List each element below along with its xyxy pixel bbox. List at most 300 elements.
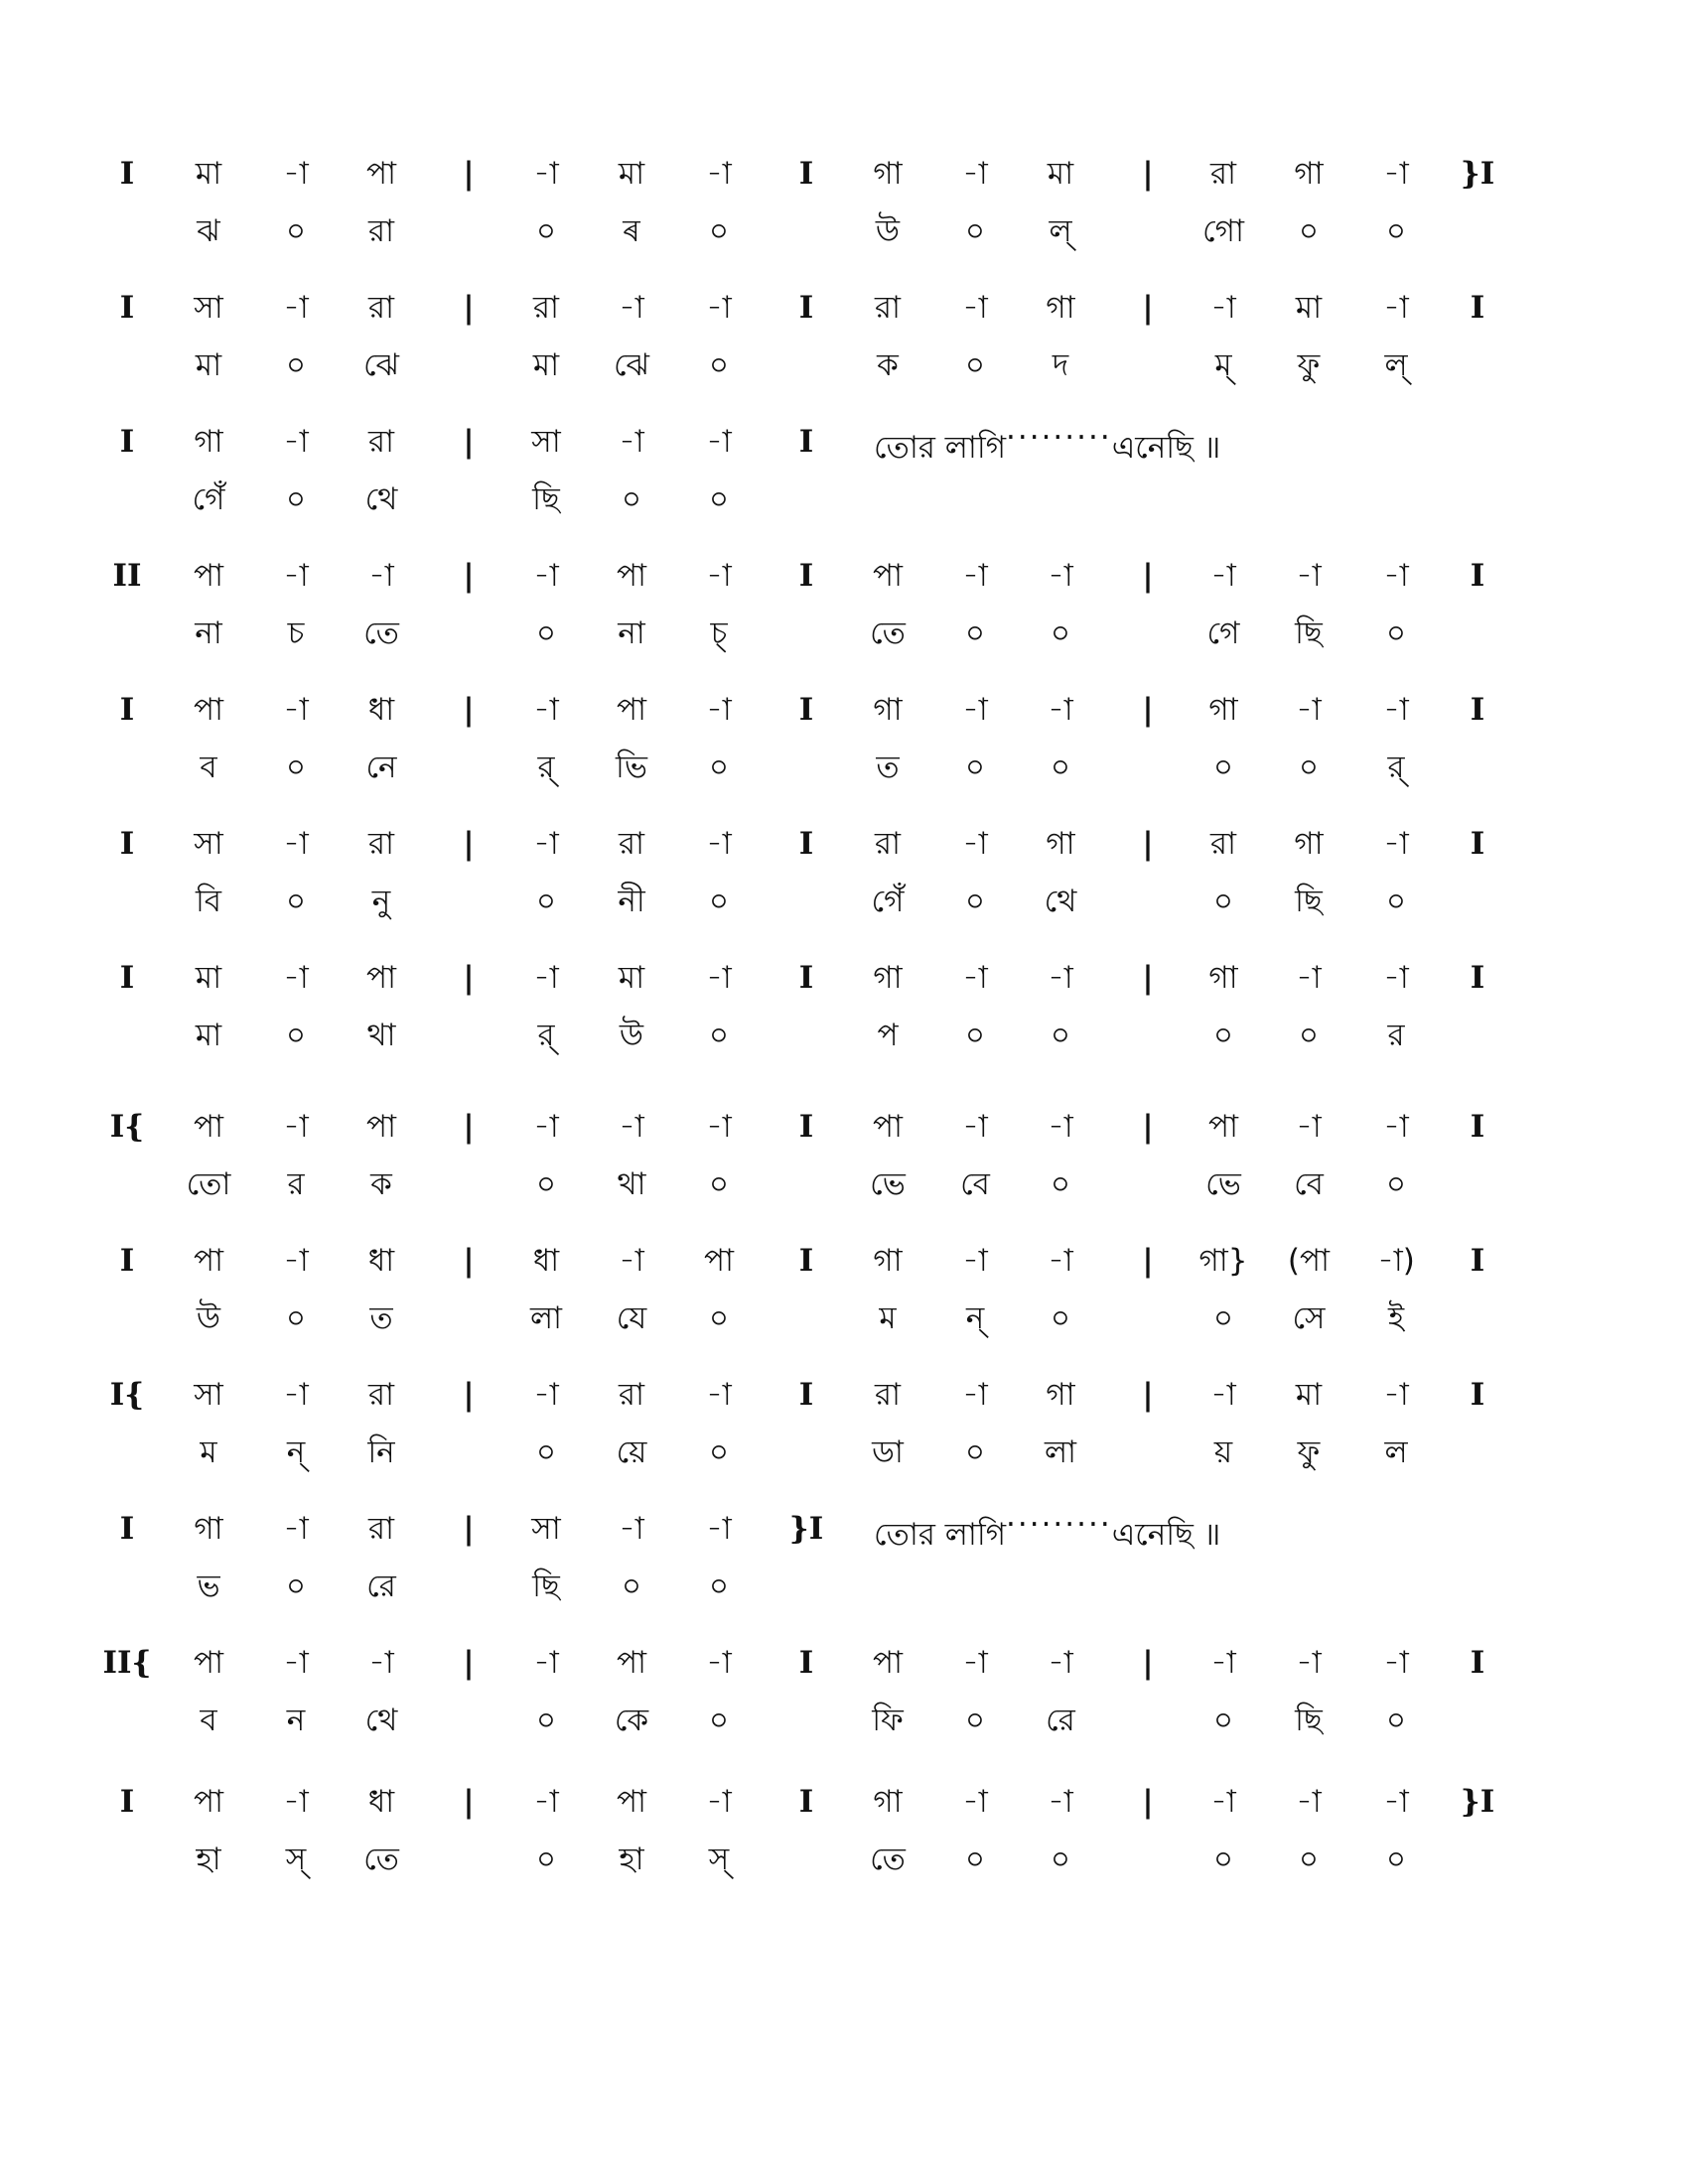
lyric-syllable: র	[287, 1166, 305, 1202]
lyric-syllable: মা	[195, 1018, 222, 1053]
swara-note: -া	[1383, 826, 1409, 862]
lyric-syllable: ০	[1212, 884, 1234, 919]
swara-note: ধা	[367, 1243, 395, 1279]
swara-note: -া	[962, 960, 988, 996]
lyric-syllable: ভি	[616, 750, 647, 785]
lyric-syllable: ০	[708, 1434, 730, 1470]
refrain-cue	[874, 420, 1221, 473]
bar-line: |	[463, 1511, 475, 1547]
swara-note: -া	[1048, 558, 1073, 594]
swara-row	[119, 819, 1539, 869]
lyric-syllable: ০	[1050, 1300, 1071, 1336]
swara-note: -া	[706, 826, 732, 862]
lyric-row	[149, 475, 1539, 524]
lyric-syllable: থা	[617, 1166, 646, 1202]
swara-note: -া	[283, 156, 309, 192]
lyric-syllable: ০	[621, 481, 642, 517]
notation-system	[119, 1236, 1539, 1355]
bar-line: II	[112, 558, 142, 594]
swara-note: রা	[874, 1377, 902, 1413]
lyric-syllable: র	[1387, 1018, 1405, 1053]
lyric-syllable: ছি	[1295, 1703, 1323, 1738]
lyric-syllable: থে	[364, 1703, 398, 1738]
swara-note: -া	[1383, 1784, 1409, 1820]
bar-line: I	[1470, 1109, 1485, 1145]
swara-note: -া	[1296, 1109, 1322, 1145]
lyric-syllable: নু	[371, 884, 391, 919]
lyric-syllable: ০	[1385, 1703, 1407, 1738]
bar-line: I	[119, 1784, 135, 1820]
lyric-syllable: ০	[285, 213, 307, 249]
notation-system	[112, 551, 1539, 670]
swara-row	[119, 685, 1539, 735]
bar-line: |	[463, 1784, 475, 1820]
swara-note: মা	[1295, 1377, 1323, 1413]
lyric-syllable: ০	[285, 884, 307, 919]
bar-line: I	[1470, 1645, 1485, 1681]
lyric-syllable: ০	[535, 1166, 557, 1202]
swara-note: -া	[1048, 1645, 1073, 1681]
notation-system	[119, 417, 1539, 536]
bar-line: I	[119, 424, 135, 460]
lyric-syllable: রে	[1046, 1703, 1075, 1738]
swara-note: ধা	[367, 692, 395, 728]
lyric-syllable: ০	[1385, 213, 1407, 249]
lyric-syllable: ০	[964, 1018, 986, 1053]
bar-line: |	[1142, 558, 1154, 594]
swara-note: সা	[194, 290, 223, 326]
swara-note: -া	[533, 156, 559, 192]
lyric-syllable: হা	[619, 1842, 644, 1877]
swara-note: মা	[195, 960, 222, 996]
notation-system	[109, 1102, 1539, 1221]
lyric-syllable: না	[618, 615, 645, 651]
swara-note: পা	[193, 1109, 224, 1145]
lyric-syllable: ০	[1298, 213, 1320, 249]
swara-note: পা	[616, 692, 647, 728]
swara-note: -া	[962, 826, 988, 862]
refrain-start: তোর লাগি	[874, 1517, 1007, 1553]
swara-row	[102, 1638, 1539, 1688]
lyric-syllable: ল্	[1049, 213, 1072, 249]
swara-note: -া	[962, 1243, 988, 1279]
lyric-syllable: ০	[708, 1166, 730, 1202]
lyric-row	[149, 609, 1539, 658]
lyric-syllable: ভ	[197, 1569, 220, 1604]
swara-note: -া	[619, 290, 644, 326]
swara-note: পা	[872, 558, 904, 594]
bar-line: |	[1142, 960, 1154, 996]
lyric-syllable: র্	[537, 1018, 555, 1053]
swara-note: মা	[618, 156, 645, 192]
lyric-row	[149, 206, 1539, 256]
swara-note: -া	[1210, 558, 1236, 594]
swara-note: রা	[874, 290, 902, 326]
swara-note: গা	[873, 692, 903, 728]
lyric-syllable: রে	[366, 1569, 396, 1604]
swara-note: -া	[619, 424, 644, 460]
lyric-syllable: নি	[367, 1434, 395, 1470]
lyric-syllable: ০	[1050, 615, 1071, 651]
swara-note: পা	[703, 1243, 735, 1279]
swara-note: মা	[195, 156, 222, 192]
bar-line: |	[1142, 1645, 1154, 1681]
bar-line: I	[1470, 692, 1485, 728]
lyric-syllable: ভে	[870, 1166, 906, 1202]
bar-line: I	[798, 826, 814, 862]
swara-note: -া	[283, 1109, 309, 1145]
swara-note: -া	[1296, 1645, 1322, 1681]
swara-note: গা	[1046, 290, 1075, 326]
lyric-syllable: ল্	[1384, 347, 1408, 383]
bar-line: I{	[109, 1109, 145, 1145]
bar-line: I	[798, 692, 814, 728]
lyric-syllable: উ	[875, 213, 901, 249]
lyric-row	[149, 1011, 1539, 1060]
swara-note: -া	[1048, 1784, 1073, 1820]
swara-note: মা	[1047, 156, 1074, 192]
bar-line: |	[1142, 826, 1154, 862]
lyric-row	[149, 743, 1539, 792]
lyric-syllable: নে	[365, 750, 397, 785]
lyric-syllable: ০	[1298, 750, 1320, 785]
bar-line: I	[119, 826, 135, 862]
swara-note: -া	[1383, 1109, 1409, 1145]
bar-line: |	[1142, 1377, 1154, 1413]
lyric-syllable: মা	[195, 347, 222, 383]
swara-note: গা	[194, 1511, 223, 1547]
lyric-row	[149, 877, 1539, 926]
lyric-syllable: বি	[195, 884, 222, 919]
bar-line: }I	[1460, 1784, 1495, 1820]
lyric-syllable: ফু	[1297, 347, 1321, 383]
swara-note: পা	[193, 1784, 224, 1820]
bar-line: I	[798, 1377, 814, 1413]
swara-row	[119, 283, 1539, 333]
swara-note: -া	[283, 1377, 309, 1413]
lyric-syllable: ছি	[1295, 884, 1323, 919]
lyric-syllable: ঝ	[197, 213, 220, 249]
lyric-syllable: থা	[366, 1018, 396, 1053]
swara-note: -া	[706, 1109, 732, 1145]
lyric-syllable: ০	[285, 1300, 307, 1336]
lyric-syllable: গে	[1206, 615, 1240, 651]
lyric-syllable: থে	[364, 481, 398, 517]
swara-row	[119, 1504, 1539, 1554]
swara-note: -া	[1210, 290, 1236, 326]
lyric-syllable: ঝে	[362, 347, 400, 383]
swara-note: -া	[1048, 1109, 1073, 1145]
lyric-syllable: গো	[1202, 213, 1244, 249]
lyric-syllable: গেঁ	[871, 884, 905, 919]
lyric-syllable: ফি	[872, 1703, 904, 1738]
swara-note: রা	[618, 1377, 645, 1413]
bar-line: I	[798, 424, 814, 460]
lyric-syllable: ০	[285, 347, 307, 383]
lyric-syllable: ০	[1212, 1842, 1234, 1877]
bar-line: I{	[109, 1377, 145, 1413]
swara-note: -া	[706, 156, 732, 192]
swara-note: -া	[706, 1377, 732, 1413]
lyric-syllable: ০	[708, 1018, 730, 1053]
lyric-syllable: যে	[616, 1300, 647, 1336]
lyric-syllable: ০	[1050, 1018, 1071, 1053]
swara-note: রা	[874, 826, 902, 862]
swara-note: -া	[1296, 1784, 1322, 1820]
swara-note: -া	[1383, 692, 1409, 728]
lyric-syllable: ০	[964, 1842, 986, 1877]
lyric-syllable: ঝে	[613, 347, 650, 383]
swara-row	[119, 1236, 1539, 1286]
lyric-row	[149, 341, 1539, 390]
lyric-syllable: তে	[363, 1842, 399, 1877]
lyric-syllable: ০	[964, 750, 986, 785]
swara-note: -া	[533, 826, 559, 862]
lyric-syllable: না	[195, 615, 222, 651]
lyric-syllable: ০	[535, 1434, 557, 1470]
swara-note: -া	[619, 1109, 644, 1145]
swara-note: -া	[706, 558, 732, 594]
swara-note: পা	[193, 1243, 224, 1279]
lyric-syllable: ০	[1212, 1703, 1234, 1738]
swara-note: -া	[1210, 1784, 1236, 1820]
bar-line: |	[463, 1377, 475, 1413]
swara-note: রা	[367, 826, 395, 862]
bar-line: I	[1470, 1377, 1485, 1413]
swara-row	[119, 1777, 1539, 1827]
swara-note: -া	[283, 1243, 309, 1279]
swara-note: -া	[962, 1784, 988, 1820]
swara-note: রা	[1209, 156, 1237, 192]
swara-note: -া	[533, 1645, 559, 1681]
swara-note: -া	[1210, 1645, 1236, 1681]
bar-line: I	[798, 558, 814, 594]
swara-note: -া	[283, 424, 309, 460]
lyric-syllable: বে	[960, 1166, 990, 1202]
swara-note: ধা	[532, 1243, 560, 1279]
swara-note: -া	[962, 558, 988, 594]
lyric-syllable: ০	[964, 1434, 986, 1470]
bar-line: |	[1142, 1784, 1154, 1820]
swara-note: -া	[1048, 1243, 1073, 1279]
lyric-syllable: ০	[1385, 884, 1407, 919]
lyric-syllable: ০	[285, 481, 307, 517]
lyric-syllable: ০	[285, 1569, 307, 1604]
lyric-syllable: ০	[285, 1018, 307, 1053]
swara-note: পা	[365, 156, 397, 192]
lyric-syllable: ০	[1050, 1166, 1071, 1202]
swara-note: -া	[619, 1243, 644, 1279]
swara-note: -া	[283, 558, 309, 594]
bar-line: I	[798, 960, 814, 996]
swara-note: -া	[962, 290, 988, 326]
lyric-syllable: ন্	[965, 1300, 985, 1336]
swara-note: -া	[283, 1511, 309, 1547]
lyric-syllable: ০	[1385, 1166, 1407, 1202]
swara-note: পা	[616, 1645, 647, 1681]
lyric-syllable: ০	[535, 1842, 557, 1877]
swara-note: পা	[1207, 1109, 1239, 1145]
swara-row	[119, 417, 1539, 467]
swara-note: -া	[706, 290, 732, 326]
bar-line: }I	[1460, 156, 1495, 192]
swara-note: -া	[962, 1109, 988, 1145]
swara-note: পা	[616, 1784, 647, 1820]
swara-note: পা	[365, 1109, 397, 1145]
swara-note: পা	[193, 558, 224, 594]
lyric-syllable: স্	[708, 1842, 730, 1877]
lyric-syllable: ছি	[1295, 615, 1323, 651]
notation-system	[119, 1777, 1539, 1896]
swara-note: -া	[368, 1645, 394, 1681]
notation-system	[119, 283, 1539, 402]
swara-note: পা	[872, 1109, 904, 1145]
lyric-row	[149, 1562, 1539, 1611]
bar-line: I	[1470, 1243, 1485, 1279]
swara-note: গা}	[1198, 1243, 1248, 1279]
lyric-syllable: নী	[618, 884, 645, 919]
lyric-syllable: তে	[363, 615, 399, 651]
lyric-syllable: ০	[964, 213, 986, 249]
swara-note: -া	[1383, 1377, 1409, 1413]
lyric-syllable: ০	[708, 1703, 730, 1738]
notation-system	[102, 1638, 1539, 1757]
lyric-syllable: ছি	[532, 1569, 560, 1604]
swara-note: রা	[532, 290, 560, 326]
lyric-syllable: ব	[200, 1703, 217, 1738]
bar-line: }I	[788, 1511, 824, 1547]
lyric-syllable: ০	[708, 1300, 730, 1336]
swara-note: পা	[193, 1645, 224, 1681]
swara-note: -া	[1048, 960, 1073, 996]
lyric-syllable: ন	[286, 1703, 306, 1738]
swara-note: -া	[706, 692, 732, 728]
lyric-syllable: ০	[535, 884, 557, 919]
swara-note: -া	[706, 1645, 732, 1681]
bar-line: I	[119, 692, 135, 728]
swara-note: গা	[1208, 692, 1238, 728]
refrain-cue	[874, 1507, 1221, 1560]
swara-note: গা	[194, 424, 223, 460]
lyric-syllable: ০	[1298, 1018, 1320, 1053]
swara-note: -া	[283, 1645, 309, 1681]
swara-note: (পা	[1287, 1243, 1331, 1279]
lyric-syllable: র্	[1387, 750, 1405, 785]
lyric-syllable: ০	[535, 615, 557, 651]
lyric-syllable: সে	[1292, 1300, 1326, 1336]
notation-system	[119, 819, 1539, 938]
lyric-syllable: ত	[369, 1300, 393, 1336]
bar-line: I	[1470, 960, 1485, 996]
lyric-syllable: তো	[186, 1166, 231, 1202]
swara-row	[119, 149, 1539, 199]
lyric-syllable: ০	[535, 1703, 557, 1738]
bar-line: |	[1142, 290, 1154, 326]
lyric-syllable: ম	[879, 1300, 897, 1336]
swara-note: -া	[533, 558, 559, 594]
bar-line: I	[119, 290, 135, 326]
swara-note: -া	[706, 424, 732, 460]
swara-note: রা	[367, 1511, 395, 1547]
swara-note: গা	[873, 156, 903, 192]
lyric-syllable: ফু	[1297, 1434, 1321, 1470]
lyric-syllable: ক	[877, 347, 899, 383]
lyric-syllable: ০	[1050, 750, 1071, 785]
lyric-syllable: রা	[367, 213, 395, 249]
bar-line: I	[798, 1645, 814, 1681]
bar-line: I	[1470, 826, 1485, 862]
bar-line: |	[463, 692, 475, 728]
lyric-syllable: বে	[1294, 1166, 1324, 1202]
notation-system	[119, 1504, 1539, 1623]
lyric-syllable: ০	[1212, 1300, 1234, 1336]
lyric-row	[149, 1294, 1539, 1343]
swara-note: সা	[531, 424, 561, 460]
lyric-syllable: ০	[1212, 1018, 1234, 1053]
swara-note: -া	[962, 156, 988, 192]
lyric-syllable: য়	[1213, 1434, 1233, 1470]
lyric-syllable: চ	[287, 615, 305, 651]
swara-note: গা	[1208, 960, 1238, 996]
lyric-syllable: হা	[196, 1842, 221, 1877]
refrain-dots: ·········	[1006, 420, 1112, 456]
bar-line: |	[1142, 1109, 1154, 1145]
swara-note: -া	[533, 692, 559, 728]
swara-row	[109, 1370, 1539, 1420]
lyric-syllable: ০	[964, 1703, 986, 1738]
lyric-syllable: ০	[964, 347, 986, 383]
swara-note: -া	[533, 1784, 559, 1820]
lyric-syllable: ০	[1298, 1842, 1320, 1877]
lyric-syllable: ক	[370, 1166, 392, 1202]
lyric-syllable: ডা	[872, 1434, 904, 1470]
lyric-syllable: ০	[708, 750, 730, 785]
swara-note: -া	[283, 960, 309, 996]
lyric-syllable: ম	[200, 1434, 217, 1470]
lyric-syllable: ০	[285, 750, 307, 785]
lyric-syllable: ত	[876, 750, 900, 785]
swara-note: সা	[194, 1377, 223, 1413]
bar-line: |	[463, 290, 475, 326]
bar-line: |	[463, 1109, 475, 1145]
lyric-row	[149, 1428, 1539, 1477]
swara-note: গা	[1046, 1377, 1075, 1413]
swara-note: -া	[283, 826, 309, 862]
bar-line: |	[463, 960, 475, 996]
lyric-syllable: র্	[537, 750, 555, 785]
swara-note: -া	[1296, 558, 1322, 594]
refrain-dots: ·········	[1006, 1507, 1112, 1543]
swara-note: সা	[194, 826, 223, 862]
bar-line: I	[798, 1243, 814, 1279]
lyric-syllable: চ্	[710, 615, 728, 651]
swara-note: -া)	[1377, 1243, 1415, 1279]
notation-system	[109, 1370, 1539, 1489]
notation-system	[119, 149, 1539, 268]
lyric-syllable: ই	[1387, 1300, 1405, 1336]
lyric-syllable: গেঁ	[192, 481, 225, 517]
lyric-syllable: য়ে	[616, 1434, 647, 1470]
bar-line: I	[119, 1511, 135, 1547]
swara-note: পা	[616, 558, 647, 594]
swara-note: রা	[1209, 826, 1237, 862]
lyric-syllable: ০	[708, 347, 730, 383]
lyric-row	[149, 1835, 1539, 1884]
bar-line: I	[798, 290, 814, 326]
notation-system	[119, 953, 1539, 1072]
lyric-syllable: ০	[1212, 750, 1234, 785]
lyric-syllable: ০	[964, 615, 986, 651]
